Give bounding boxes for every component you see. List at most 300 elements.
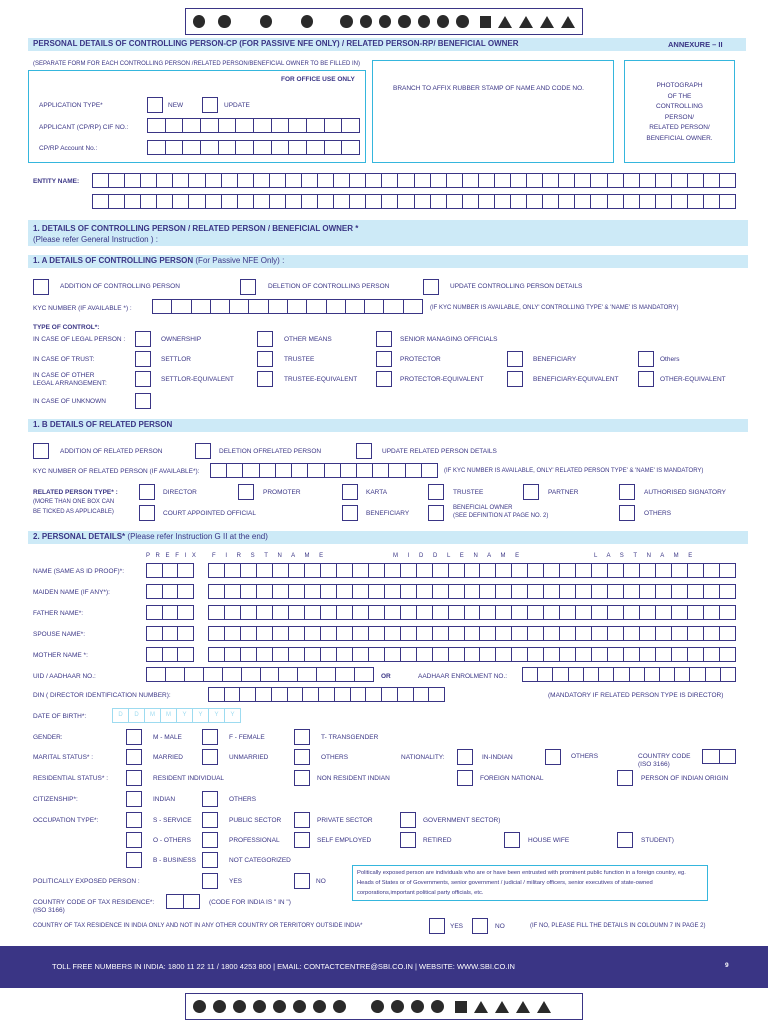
char-box[interactable] [511, 195, 527, 208]
marital-others-checkbox[interactable] [294, 749, 310, 765]
char-box[interactable] [173, 174, 189, 187]
char-box[interactable] [109, 174, 125, 187]
char-box[interactable] [305, 627, 321, 640]
char-box[interactable] [660, 668, 675, 681]
char-box[interactable] [257, 606, 273, 619]
char-box[interactable] [592, 606, 608, 619]
char-box[interactable] [384, 300, 403, 313]
char-box[interactable] [640, 606, 656, 619]
char-box[interactable] [599, 668, 614, 681]
char-box[interactable] [544, 564, 560, 577]
char-box[interactable] [289, 564, 305, 577]
char-box[interactable] [147, 627, 163, 640]
char-box[interactable]: Y [177, 709, 193, 722]
char-box[interactable] [496, 648, 512, 661]
char-box[interactable] [211, 464, 227, 477]
char-box[interactable] [369, 627, 385, 640]
char-box[interactable] [447, 174, 463, 187]
char-box[interactable] [353, 606, 369, 619]
char-box[interactable] [305, 585, 321, 598]
char-box[interactable] [431, 174, 447, 187]
addition-rp-checkbox[interactable] [33, 443, 49, 459]
char-box[interactable] [433, 648, 449, 661]
uid-field[interactable] [146, 667, 374, 682]
resident-individual-checkbox[interactable] [126, 770, 142, 786]
char-box[interactable] [656, 648, 672, 661]
char-box[interactable] [479, 174, 495, 187]
country-code-field[interactable] [702, 749, 736, 764]
tax-no-checkbox[interactable] [472, 918, 488, 934]
char-box[interactable] [242, 668, 261, 681]
director-checkbox[interactable] [139, 484, 155, 500]
char-box[interactable] [341, 464, 357, 477]
char-box[interactable] [321, 585, 337, 598]
char-box[interactable] [254, 119, 272, 132]
char-box[interactable] [163, 585, 179, 598]
char-box[interactable] [527, 195, 543, 208]
public-sector-checkbox[interactable] [202, 812, 218, 828]
char-box[interactable] [640, 174, 656, 187]
char-box[interactable] [640, 627, 656, 640]
char-box[interactable] [656, 195, 672, 208]
char-box[interactable] [624, 195, 640, 208]
char-box[interactable] [257, 564, 273, 577]
char-box[interactable] [544, 627, 560, 640]
char-box[interactable] [382, 174, 398, 187]
char-box[interactable] [222, 195, 238, 208]
char-box[interactable] [640, 585, 656, 598]
char-box[interactable] [608, 648, 624, 661]
char-box[interactable]: D [129, 709, 145, 722]
char-box[interactable] [254, 195, 270, 208]
char-box[interactable] [688, 195, 704, 208]
char-box[interactable] [346, 300, 365, 313]
char-box[interactable] [523, 668, 538, 681]
char-box[interactable] [148, 141, 166, 154]
char-box[interactable] [528, 585, 544, 598]
char-box[interactable] [406, 464, 422, 477]
char-box[interactable] [147, 585, 163, 598]
char-box[interactable] [183, 119, 201, 132]
char-box[interactable] [307, 141, 325, 154]
spouse-field[interactable] [208, 626, 736, 641]
char-box[interactable] [512, 627, 528, 640]
pep-no-checkbox[interactable] [294, 873, 310, 889]
char-box[interactable] [319, 688, 335, 701]
char-box[interactable] [559, 174, 575, 187]
char-box[interactable] [672, 648, 688, 661]
student-checkbox[interactable] [617, 832, 633, 848]
char-box[interactable] [656, 564, 672, 577]
char-box[interactable] [257, 627, 273, 640]
char-box[interactable] [365, 300, 384, 313]
char-box[interactable] [704, 174, 720, 187]
char-box[interactable] [201, 141, 219, 154]
char-box[interactable]: M [161, 709, 177, 722]
char-box[interactable] [495, 195, 511, 208]
char-box[interactable] [257, 585, 273, 598]
char-box[interactable] [511, 174, 527, 187]
char-box[interactable] [559, 195, 575, 208]
char-box[interactable] [288, 688, 304, 701]
char-box[interactable] [249, 300, 268, 313]
indian-checkbox[interactable] [126, 791, 142, 807]
senior-officials-checkbox[interactable] [376, 331, 392, 347]
char-box[interactable] [209, 564, 225, 577]
char-box[interactable] [185, 668, 204, 681]
char-box[interactable] [289, 141, 307, 154]
char-box[interactable] [157, 195, 173, 208]
auth-sig-checkbox[interactable] [619, 484, 635, 500]
char-box[interactable] [688, 564, 704, 577]
char-box[interactable] [157, 174, 173, 187]
char-box[interactable] [178, 627, 194, 640]
char-box[interactable] [366, 195, 382, 208]
trustee-checkbox[interactable] [257, 351, 273, 367]
char-box[interactable] [307, 300, 326, 313]
char-box[interactable] [688, 648, 704, 661]
char-box[interactable] [480, 564, 496, 577]
char-box[interactable] [422, 464, 438, 477]
other-means-checkbox[interactable] [257, 331, 273, 347]
char-box[interactable] [327, 300, 346, 313]
char-box[interactable] [261, 668, 280, 681]
char-box[interactable] [414, 688, 430, 701]
char-box[interactable] [270, 195, 286, 208]
char-box[interactable] [173, 195, 189, 208]
char-box[interactable] [321, 564, 337, 577]
char-box[interactable] [431, 195, 447, 208]
promoter-checkbox[interactable] [238, 484, 254, 500]
char-box[interactable] [417, 585, 433, 598]
char-box[interactable] [720, 564, 736, 577]
char-box[interactable] [125, 195, 141, 208]
char-box[interactable] [206, 174, 222, 187]
char-box[interactable] [109, 195, 125, 208]
char-box[interactable] [273, 606, 289, 619]
char-box[interactable] [305, 648, 321, 661]
char-box[interactable] [147, 648, 163, 661]
char-box[interactable] [576, 585, 592, 598]
gender-code-box[interactable] [126, 729, 142, 745]
char-box[interactable] [230, 300, 249, 313]
char-box[interactable] [302, 174, 318, 187]
char-box[interactable] [449, 564, 465, 577]
char-box[interactable] [350, 195, 366, 208]
char-box[interactable] [373, 464, 389, 477]
char-box[interactable] [608, 564, 624, 577]
char-box[interactable] [236, 119, 254, 132]
char-box[interactable] [465, 648, 481, 661]
char-box[interactable] [672, 627, 688, 640]
char-box[interactable] [334, 174, 350, 187]
in-indian-checkbox[interactable] [457, 749, 473, 765]
char-box[interactable] [720, 627, 736, 640]
char-box[interactable] [238, 195, 254, 208]
citizenship-others-checkbox[interactable] [202, 791, 218, 807]
char-box[interactable] [688, 174, 704, 187]
nationality-others-checkbox[interactable] [545, 749, 561, 765]
char-box[interactable] [480, 606, 496, 619]
char-box[interactable] [449, 627, 465, 640]
char-box[interactable] [576, 648, 592, 661]
char-box[interactable] [273, 648, 289, 661]
char-box[interactable] [640, 564, 656, 577]
char-box[interactable] [178, 585, 194, 598]
char-box[interactable] [273, 627, 289, 640]
char-box[interactable] [544, 648, 560, 661]
female-checkbox[interactable] [202, 729, 218, 745]
char-box[interactable] [527, 174, 543, 187]
char-box[interactable] [225, 688, 241, 701]
char-box[interactable] [544, 606, 560, 619]
char-box[interactable] [398, 195, 414, 208]
char-box[interactable] [645, 668, 660, 681]
beneficiary-eq-checkbox[interactable] [507, 371, 523, 387]
char-box[interactable] [415, 174, 431, 187]
business-checkbox[interactable] [126, 852, 142, 868]
char-box[interactable] [576, 564, 592, 577]
char-box[interactable] [325, 464, 341, 477]
trans-checkbox[interactable] [294, 729, 310, 745]
account-field[interactable] [147, 140, 360, 155]
char-box[interactable] [201, 119, 219, 132]
char-box[interactable] [575, 174, 591, 187]
others-occupation-checkbox[interactable] [126, 832, 142, 848]
char-box[interactable] [704, 606, 720, 619]
char-box[interactable]: Y [225, 709, 241, 722]
char-box[interactable] [225, 627, 241, 640]
char-box[interactable] [337, 606, 353, 619]
char-box[interactable] [307, 119, 325, 132]
char-box[interactable] [672, 174, 688, 187]
private-sector-checkbox[interactable] [294, 812, 310, 828]
partner-checkbox[interactable] [523, 484, 539, 500]
char-box[interactable] [721, 668, 736, 681]
char-box[interactable] [93, 174, 109, 187]
entity-name-field-2[interactable] [92, 194, 736, 209]
char-box[interactable] [389, 464, 405, 477]
char-box[interactable] [401, 606, 417, 619]
char-box[interactable] [204, 668, 223, 681]
kyc-cp-field[interactable] [152, 299, 423, 314]
char-box[interactable] [289, 606, 305, 619]
char-box[interactable] [624, 174, 640, 187]
char-box[interactable]: Y [193, 709, 209, 722]
char-box[interactable] [496, 585, 512, 598]
char-box[interactable] [404, 300, 423, 313]
char-box[interactable] [241, 585, 257, 598]
char-box[interactable] [688, 606, 704, 619]
char-box[interactable] [528, 606, 544, 619]
char-box[interactable] [528, 564, 544, 577]
char-box[interactable] [591, 174, 607, 187]
pio-checkbox[interactable] [617, 770, 633, 786]
char-box[interactable] [560, 606, 576, 619]
char-box[interactable] [209, 627, 225, 640]
char-box[interactable] [206, 195, 222, 208]
char-box[interactable] [560, 648, 576, 661]
char-box[interactable] [148, 119, 166, 132]
char-box[interactable] [289, 119, 307, 132]
char-box[interactable] [720, 606, 736, 619]
char-box[interactable] [225, 564, 241, 577]
char-box[interactable] [305, 606, 321, 619]
new-checkbox[interactable] [147, 97, 163, 113]
char-box[interactable] [317, 668, 336, 681]
char-box[interactable] [209, 688, 225, 701]
char-box[interactable] [305, 564, 321, 577]
court-checkbox[interactable] [139, 505, 155, 521]
name-field[interactable] [208, 563, 736, 578]
char-box[interactable] [241, 564, 257, 577]
char-box[interactable] [512, 585, 528, 598]
char-box[interactable] [592, 564, 608, 577]
char-box[interactable] [720, 648, 736, 661]
char-box[interactable] [238, 174, 254, 187]
char-box[interactable] [254, 141, 272, 154]
char-box[interactable] [189, 195, 205, 208]
char-box[interactable] [672, 606, 688, 619]
char-box[interactable] [401, 564, 417, 577]
char-box[interactable] [286, 195, 302, 208]
char-box[interactable] [512, 606, 528, 619]
char-box[interactable] [401, 585, 417, 598]
char-box[interactable] [433, 564, 449, 577]
char-box[interactable] [241, 648, 257, 661]
char-box[interactable] [325, 119, 343, 132]
char-box[interactable] [672, 195, 688, 208]
char-box[interactable] [496, 627, 512, 640]
mother-field[interactable] [208, 647, 736, 662]
char-box[interactable] [351, 688, 367, 701]
char-box[interactable] [592, 648, 608, 661]
char-box[interactable] [415, 195, 431, 208]
addition-cp-checkbox[interactable] [33, 279, 49, 295]
char-box[interactable] [298, 668, 317, 681]
char-box[interactable] [560, 564, 576, 577]
char-box[interactable] [353, 585, 369, 598]
char-box[interactable] [337, 564, 353, 577]
char-box[interactable] [591, 195, 607, 208]
char-box[interactable] [272, 119, 290, 132]
married-checkbox[interactable] [126, 749, 142, 765]
char-box[interactable] [336, 668, 355, 681]
char-box[interactable] [369, 606, 385, 619]
char-box[interactable] [337, 648, 353, 661]
char-box[interactable] [672, 564, 688, 577]
char-box[interactable] [433, 585, 449, 598]
char-box[interactable] [222, 174, 238, 187]
char-box[interactable] [576, 627, 592, 640]
char-box[interactable] [321, 648, 337, 661]
char-box[interactable] [342, 141, 360, 154]
pep-yes-checkbox[interactable] [202, 873, 218, 889]
char-box[interactable] [463, 195, 479, 208]
char-box[interactable] [337, 627, 353, 640]
char-box[interactable] [433, 606, 449, 619]
char-box[interactable] [480, 648, 496, 661]
char-box[interactable] [225, 606, 241, 619]
char-box[interactable] [321, 606, 337, 619]
service-checkbox[interactable] [126, 812, 142, 828]
char-box[interactable] [219, 141, 237, 154]
char-box[interactable] [656, 174, 672, 187]
char-box[interactable] [183, 141, 201, 154]
char-box[interactable] [614, 668, 629, 681]
char-box[interactable] [630, 668, 645, 681]
char-box[interactable] [209, 606, 225, 619]
char-box[interactable] [688, 627, 704, 640]
update-cp-checkbox[interactable] [423, 279, 439, 295]
char-box[interactable] [241, 606, 257, 619]
char-box[interactable] [592, 627, 608, 640]
char-box[interactable] [369, 564, 385, 577]
char-box[interactable] [272, 688, 288, 701]
char-box[interactable] [335, 688, 351, 701]
char-box[interactable] [369, 585, 385, 598]
char-box[interactable] [225, 585, 241, 598]
char-box[interactable] [163, 564, 179, 577]
char-box[interactable] [543, 195, 559, 208]
govt-sector-checkbox[interactable] [400, 812, 416, 828]
char-box[interactable] [656, 606, 672, 619]
father-prefix-field[interactable] [146, 605, 194, 620]
char-box[interactable] [141, 174, 157, 187]
char-box[interactable] [286, 174, 302, 187]
char-box[interactable] [480, 627, 496, 640]
char-box[interactable] [192, 300, 211, 313]
kyc-rp-field[interactable] [210, 463, 438, 478]
char-box[interactable] [292, 464, 308, 477]
update-checkbox[interactable] [202, 97, 218, 113]
char-box[interactable] [178, 606, 194, 619]
not-categorized-checkbox[interactable] [202, 852, 218, 868]
char-box[interactable] [366, 688, 382, 701]
char-box[interactable] [163, 606, 179, 619]
char-box[interactable] [184, 895, 201, 908]
others-trust-checkbox[interactable] [638, 351, 654, 367]
char-box[interactable] [401, 648, 417, 661]
char-box[interactable] [219, 119, 237, 132]
char-box[interactable] [512, 648, 528, 661]
char-box[interactable] [289, 585, 305, 598]
char-box[interactable] [495, 174, 511, 187]
father-field[interactable] [208, 605, 736, 620]
char-box[interactable] [353, 627, 369, 640]
char-box[interactable] [166, 141, 184, 154]
char-box[interactable] [553, 668, 568, 681]
char-box[interactable] [325, 141, 343, 154]
char-box[interactable] [656, 627, 672, 640]
char-box[interactable] [398, 174, 414, 187]
protector-eq-checkbox[interactable] [376, 371, 392, 387]
deletion-cp-checkbox[interactable] [240, 279, 256, 295]
char-box[interactable] [704, 627, 720, 640]
char-box[interactable] [592, 585, 608, 598]
char-box[interactable] [449, 648, 465, 661]
char-box[interactable] [141, 195, 157, 208]
char-box[interactable] [480, 585, 496, 598]
char-box[interactable] [337, 585, 353, 598]
char-box[interactable] [624, 627, 640, 640]
other-eq-checkbox[interactable] [638, 371, 654, 387]
char-box[interactable] [211, 300, 230, 313]
retired-checkbox[interactable] [400, 832, 416, 848]
char-box[interactable] [289, 648, 305, 661]
char-box[interactable] [318, 195, 334, 208]
char-box[interactable] [608, 174, 624, 187]
